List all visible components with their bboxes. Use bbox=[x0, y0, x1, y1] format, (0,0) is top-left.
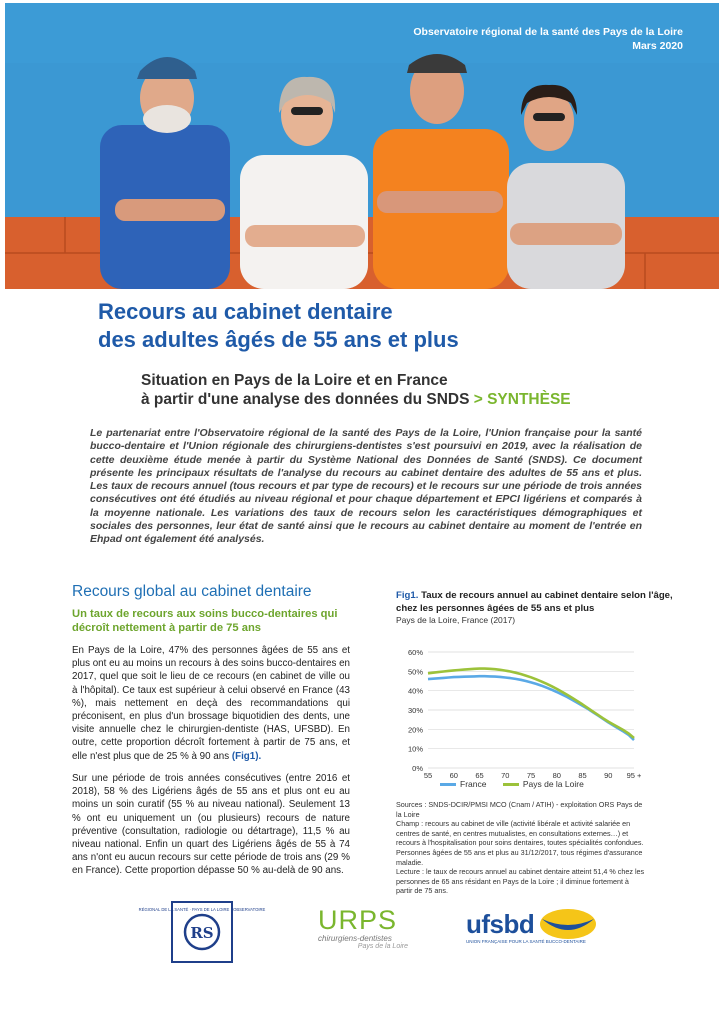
y-tick-label: 50% bbox=[407, 667, 423, 677]
line-chart bbox=[396, 632, 646, 802]
legend-swatch-pdl bbox=[503, 783, 519, 786]
legend-label-france: France bbox=[460, 779, 487, 789]
hero-photo bbox=[5, 3, 719, 289]
series-line-pays-de-la-loire bbox=[428, 669, 634, 738]
ufsbd-logo-tagline: UNION FRANÇAISE POUR LA SANTÉ BUCCO-DENTAIRE bbox=[466, 939, 586, 944]
header-text bbox=[413, 25, 683, 53]
intro-paragraph: Le partenariat entre l'Observatoire régional de la santé des Pays de la Loire, l'Union française pour la santé bucco-dentaire et l'Union régionale des chirurgiens-dentistes s'est poursuivi en 2019, avec la réalisation de cette deuxième étude menée à partir du Système National des Données de Santé (SNDS). Ce document présente les principaux résultats de l'analyse du recours au cabinet dentaire des adultes de 55 ans et plus. Les taux de recours annuel (tous recours et par type de recours) et le recours sur une période de trois années consécutives ont été étudiés au niveau régional et pour chaque département et EPCI ligériens et comparés à la moyenne nationale. Les variations des taux de recours selon les caractéristiques démographiques et sociales des personnes, leur état de santé ainsi que le recours au cabinet dentaire au moment de l'entrée en Ehpad ont également été analysés. bbox=[90, 427, 642, 546]
figure-sources-line: Sources : SNDS-DCIR/PMSI MCO (Cnam / ATIH) - exploitation ORS Pays de la Loire bbox=[396, 800, 643, 819]
ors-logo bbox=[138, 900, 266, 964]
y-tick-label: 20% bbox=[407, 725, 423, 735]
ufsbd-logo bbox=[466, 907, 626, 957]
urps-logo-text: URPS bbox=[318, 905, 398, 935]
legend-label-pdl: Pays de la Loire bbox=[522, 779, 584, 789]
subtitle-line-1: Situation en Pays de la Loire et en France bbox=[141, 372, 448, 389]
figure-sources bbox=[396, 800, 646, 896]
y-tick-label: 10% bbox=[407, 744, 423, 754]
figure-reference: (Fig1). bbox=[231, 750, 262, 762]
ors-logo-mark bbox=[138, 900, 266, 964]
figure-note: Pays de la Loire, France (2017) bbox=[396, 615, 516, 625]
series-line-france bbox=[428, 676, 634, 740]
title-line-2: des adultes âgés de 55 ans et plus bbox=[98, 327, 459, 352]
ors-logo-letters: RS bbox=[190, 924, 214, 942]
x-tick-label: 80 bbox=[552, 771, 561, 780]
urps-logo-sub2: Pays de la Loire bbox=[357, 943, 408, 950]
y-tick-label: 60% bbox=[407, 648, 423, 657]
x-tick-label: 70 bbox=[501, 771, 510, 780]
smile-icon bbox=[538, 907, 598, 941]
section-subtitle: Un taux de recours aux soins bucco-dentaires qui décroît nettement à partir de 75 ans bbox=[72, 608, 338, 634]
body-paragraph-2: Sur une période de trois années consécutives (entre 2016 et 2018), 58 % des Ligériens âgés de 55 ans et plus ont eu au moins un soin curatif (55 % au niveau national). Seulement 13 % ont eu uniquement un (ou plusieurs) recours de nature préventive (consultation, radiologie ou détartrage), 11,5 % au niveau national. Enfin un quart des Ligériens âgés de 55 à 74 ans n'ont eu aucun recours sur cette période de trois ans (29 % en France). Cette proportion dépasse 50 % au-delà de 90 ans. bbox=[72, 773, 350, 877]
section-title: Recours global au cabinet dentaire bbox=[72, 583, 312, 600]
figure-sources-line: Lecture : le taux de recours annuel au cabinet dentaire atteint 51,4 % chez les personnes de 65 ans résidant en Pays de la Loire ; il diminue fortement à partir de 75 ans. bbox=[396, 867, 645, 896]
title-line-1: Recours au cabinet dentaire bbox=[98, 299, 393, 324]
x-tick-label: 85 bbox=[578, 771, 587, 780]
figure-sources-line: Champ : recours au cabinet de ville (activité libérale et activité salariée en centres de santé, en centres mutualistes, en consultations externes…) et recours à l'hospitalisation pour soins dentaires, toutes spécialités confondues. Personnes âgées de 55 ans et plus au 31/12/2017, tous régimes d'assurance maladie. bbox=[396, 819, 644, 867]
figure-title bbox=[396, 590, 676, 615]
figure-number: Fig1. bbox=[396, 590, 419, 601]
legend-item-france bbox=[440, 779, 486, 789]
body-paragraph-1-text: En Pays de la Loire, 47% des personnes âgées de 55 ans et plus ont eu au moins un recours à des soins bucco-dentaires en 2017, quel que soit le lieu de ce recours (en cabinet de ville ou à l'hôpital). Ce taux est supérieur à celui observé en France (43 %), mais nettement en deçà des recommandations qui préconisent, en plus d'un brossage biquotidien des dents, une visite annuelle chez le chirurgien-dentiste (HAS, UFSBD). En outre, cette proportion décroît fortement à partir de 75 ans, et elle n'est plus que de 25 % à 90 ans bbox=[72, 645, 350, 762]
legend-swatch-france bbox=[440, 783, 456, 786]
header-org: Observatoire régional de la santé des Pays de la Loire bbox=[413, 26, 683, 38]
x-tick-label: 55 bbox=[423, 771, 433, 780]
subtitle-line-2: à partir d'une analyse des données du SNDS bbox=[141, 391, 470, 408]
body-paragraph-1 bbox=[72, 644, 350, 763]
x-tick-label: 90 bbox=[604, 771, 613, 780]
y-tick-label: 30% bbox=[407, 706, 423, 715]
synthese-tag: > SYNTHÈSE bbox=[473, 391, 571, 408]
urps-logo-sub1: chirurgiens-dentistes bbox=[318, 934, 392, 943]
ors-logo-ring-text: RÉGIONAL DE LA SANTÉ · PAYS DE LA LOIRE · OBSERVATOIRE bbox=[138, 907, 266, 912]
chart-legend bbox=[440, 779, 584, 789]
x-tick-label: 65 bbox=[475, 771, 484, 780]
urps-logo bbox=[318, 905, 408, 965]
y-tick-label: 0% bbox=[412, 764, 423, 773]
figure-title-text: Taux de recours annuel au cabinet dentaire selon l'âge, chez les personnes âgées de 55 ans et plus bbox=[396, 590, 673, 614]
y-tick-label: 40% bbox=[407, 686, 423, 696]
x-tick-label: 60 bbox=[449, 771, 458, 780]
header-date: Mars 2020 bbox=[632, 40, 683, 52]
ufsbd-logo-text: ufsbd bbox=[466, 908, 535, 939]
legend-item-pdl bbox=[503, 779, 584, 789]
x-tick-label: 75 bbox=[526, 771, 536, 780]
x-tick-label: 95 + bbox=[626, 771, 642, 780]
page-subtitle bbox=[141, 371, 661, 409]
page-title bbox=[98, 298, 658, 354]
